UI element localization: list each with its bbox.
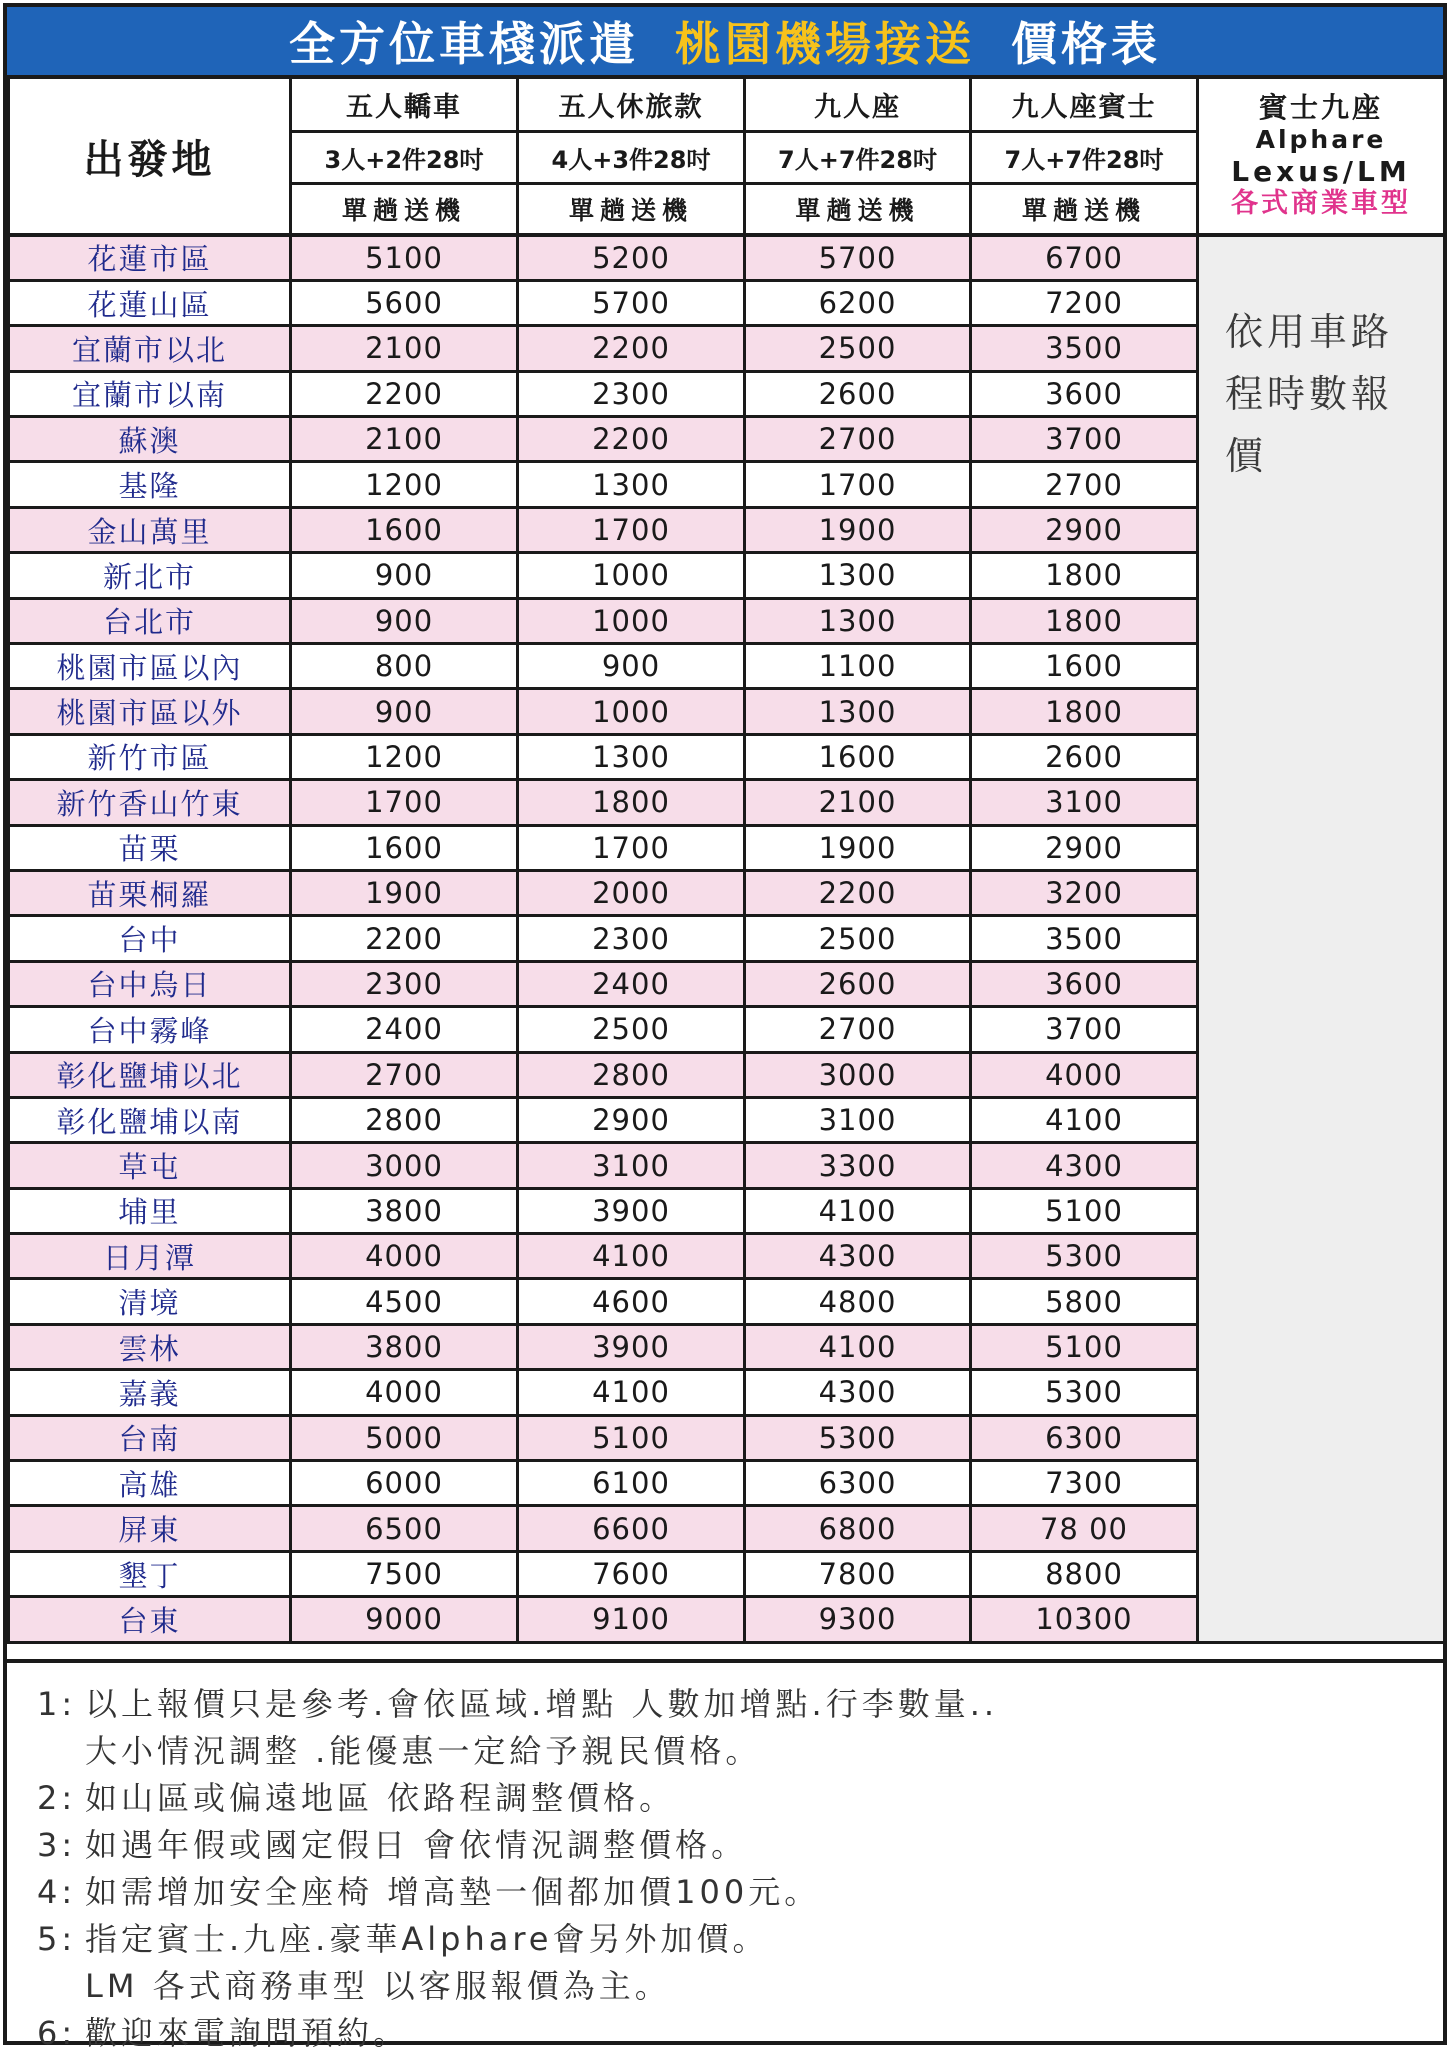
origin-cell: 苗栗 [9, 825, 291, 870]
note-line [37, 2010, 1443, 2057]
title-company: 全方位車棧派遣 [289, 17, 639, 71]
origin-cell: 苗栗桐羅 [9, 870, 291, 915]
vehicle-name-header: 九人座 [745, 79, 971, 131]
price-cell: 4000 [291, 1370, 518, 1415]
note-line [37, 1728, 1443, 1775]
origin-cell: 新北市 [9, 553, 291, 598]
price-cell: 4500 [291, 1279, 518, 1324]
price-cell: 1300 [518, 462, 745, 507]
origin-cell: 彰化鹽埔以南 [9, 1097, 291, 1142]
origin-header: 出發地 [9, 79, 291, 235]
notes-section [7, 1659, 1443, 2052]
origin-cell: 台中霧峰 [9, 1007, 291, 1052]
note-number: 3: [37, 1826, 77, 1864]
origin-cell: 宜蘭市以南 [9, 371, 291, 416]
price-cell: 6300 [971, 1415, 1198, 1460]
price-sheet [3, 3, 1447, 2052]
price-cell: 2700 [291, 1052, 518, 1097]
price-cell: 7500 [291, 1551, 518, 1596]
price-cell: 6500 [291, 1506, 518, 1551]
price-table-body [9, 235, 1445, 1642]
price-cell: 2400 [291, 1007, 518, 1052]
price-cell: 800 [291, 644, 518, 689]
title-pricelist: 價格表 [1011, 17, 1161, 71]
origin-cell: 桃園市區以內 [9, 644, 291, 689]
origin-cell: 基隆 [9, 462, 291, 507]
origin-cell: 草屯 [9, 1143, 291, 1188]
note-number: 5: [37, 1920, 77, 1958]
price-cell: 78 00 [971, 1506, 1198, 1551]
price-cell: 1700 [518, 507, 745, 552]
note-line [37, 1916, 1443, 1963]
price-cell: 5100 [971, 1324, 1198, 1369]
price-cell: 10300 [971, 1597, 1198, 1642]
price-cell: 5600 [291, 280, 518, 325]
price-cell: 1000 [518, 553, 745, 598]
price-cell: 1000 [518, 598, 745, 643]
price-cell: 3700 [971, 1007, 1198, 1052]
price-cell: 1700 [291, 780, 518, 825]
price-cell: 3100 [518, 1143, 745, 1188]
price-cell: 6700 [971, 235, 1198, 280]
price-cell: 4100 [745, 1324, 971, 1369]
origin-cell: 墾丁 [9, 1551, 291, 1596]
vehicle-capacity-header: 7人+7件28吋 [971, 131, 1198, 183]
price-cell: 2900 [518, 1097, 745, 1142]
origin-cell: 高雄 [9, 1461, 291, 1506]
price-cell: 6800 [745, 1506, 971, 1551]
price-cell: 2200 [518, 326, 745, 371]
vehicle-capacity-header: 4人+3件28吋 [518, 131, 745, 183]
price-cell: 2700 [745, 1007, 971, 1052]
title-bar [7, 7, 1443, 79]
price-cell: 9300 [745, 1597, 971, 1642]
price-cell: 3100 [971, 780, 1198, 825]
origin-cell: 台中 [9, 916, 291, 961]
price-cell: 2100 [745, 780, 971, 825]
special-vehicle-header [1198, 79, 1445, 235]
special-line-1: 賓士九座 [1258, 91, 1383, 125]
price-cell: 2300 [291, 961, 518, 1006]
price-cell: 6300 [745, 1461, 971, 1506]
price-cell: 1600 [971, 644, 1198, 689]
origin-cell: 日月潭 [9, 1234, 291, 1279]
price-table [7, 79, 1446, 1644]
price-cell: 4000 [291, 1234, 518, 1279]
price-cell: 1700 [745, 462, 971, 507]
price-cell: 5300 [971, 1234, 1198, 1279]
note-text: 如遇年假或國定假日 會依情況調整價格。 [85, 1826, 748, 1864]
price-cell: 2200 [291, 916, 518, 961]
price-cell: 1100 [745, 644, 971, 689]
price-cell: 3800 [291, 1188, 518, 1233]
origin-cell: 花蓮市區 [9, 235, 291, 280]
note-line [37, 1681, 1443, 1728]
price-cell: 9000 [291, 1597, 518, 1642]
vehicle-mode-header: 單趟送機 [971, 183, 1198, 235]
price-cell: 2200 [518, 417, 745, 462]
price-cell: 3100 [745, 1097, 971, 1142]
vehicle-mode-header: 單趟送機 [291, 183, 518, 235]
note-number: 6: [37, 2014, 77, 2052]
vehicle-mode-header: 單趟送機 [518, 183, 745, 235]
price-cell: 2700 [745, 417, 971, 462]
origin-cell: 台北市 [9, 598, 291, 643]
price-cell: 1900 [291, 870, 518, 915]
note-line [37, 1775, 1443, 1822]
price-cell: 3900 [518, 1324, 745, 1369]
price-cell: 3800 [291, 1324, 518, 1369]
price-cell: 1600 [745, 734, 971, 779]
price-cell: 2900 [971, 507, 1198, 552]
origin-cell: 嘉義 [9, 1370, 291, 1415]
price-cell: 3500 [971, 326, 1198, 371]
price-cell: 3500 [971, 916, 1198, 961]
price-cell: 3200 [971, 870, 1198, 915]
price-cell: 7800 [745, 1551, 971, 1596]
price-cell: 2000 [518, 870, 745, 915]
price-cell: 2700 [971, 462, 1198, 507]
vehicle-name-header: 九人座賓士 [971, 79, 1198, 131]
price-cell: 4800 [745, 1279, 971, 1324]
price-cell: 4000 [971, 1052, 1198, 1097]
special-line-2: Alphare [1255, 124, 1387, 154]
price-cell: 5100 [291, 235, 518, 280]
price-cell: 6600 [518, 1506, 745, 1551]
note-text: 以上報價只是參考.會依區域.增點 人數加增點.行李數量.. [85, 1685, 999, 1723]
price-cell: 1800 [518, 780, 745, 825]
table-row [9, 235, 1445, 280]
price-cell: 1700 [518, 825, 745, 870]
price-cell: 3600 [971, 371, 1198, 416]
note-line [37, 1869, 1443, 1916]
price-cell: 900 [291, 598, 518, 643]
price-cell: 1600 [291, 825, 518, 870]
price-cell: 1200 [291, 462, 518, 507]
price-cell: 2600 [971, 734, 1198, 779]
price-cell: 2300 [518, 371, 745, 416]
price-cell: 1300 [745, 689, 971, 734]
vehicle-capacity-header: 3人+2件28吋 [291, 131, 518, 183]
note-line [37, 1963, 1443, 2010]
origin-cell: 屏東 [9, 1506, 291, 1551]
origin-cell: 彰化鹽埔以北 [9, 1052, 291, 1097]
special-quote-cell [1198, 235, 1445, 1642]
price-cell: 900 [291, 689, 518, 734]
price-cell: 4300 [745, 1234, 971, 1279]
price-cell: 2300 [518, 916, 745, 961]
price-cell: 2800 [291, 1097, 518, 1142]
price-cell: 1800 [971, 598, 1198, 643]
price-cell: 4100 [518, 1234, 745, 1279]
price-cell: 4100 [745, 1188, 971, 1233]
price-cell: 9100 [518, 1597, 745, 1642]
price-cell: 2900 [971, 825, 1198, 870]
vehicle-name-header: 五人休旅款 [518, 79, 745, 131]
price-cell: 4100 [518, 1370, 745, 1415]
price-cell: 3600 [971, 961, 1198, 1006]
vehicle-capacity-header: 7人+7件28吋 [745, 131, 971, 183]
origin-cell: 埔里 [9, 1188, 291, 1233]
price-cell: 7300 [971, 1461, 1198, 1506]
note-text: LM 各式商務車型 以客服報價為主。 [85, 1967, 671, 2005]
origin-cell: 清境 [9, 1279, 291, 1324]
note-text: 大小情況調整 .能優惠一定給予親民價格。 [85, 1732, 762, 1770]
price-cell: 4300 [745, 1370, 971, 1415]
price-cell: 5200 [518, 235, 745, 280]
price-cell: 2400 [518, 961, 745, 1006]
price-cell: 2500 [518, 1007, 745, 1052]
origin-cell: 新竹市區 [9, 734, 291, 779]
price-cell: 1300 [745, 553, 971, 598]
price-cell: 3700 [971, 417, 1198, 462]
origin-cell: 新竹香山竹東 [9, 780, 291, 825]
special-line-4: 各式商業車型 [1231, 188, 1411, 220]
price-cell: 5100 [971, 1188, 1198, 1233]
price-cell: 5700 [518, 280, 745, 325]
note-line [37, 1822, 1443, 1869]
origin-cell: 台中烏日 [9, 961, 291, 1006]
price-cell: 5000 [291, 1415, 518, 1460]
price-cell: 5100 [518, 1415, 745, 1460]
origin-cell: 花蓮山區 [9, 280, 291, 325]
price-cell: 2500 [745, 326, 971, 371]
vehicle-mode-header: 單趟送機 [745, 183, 971, 235]
special-line-3: Lexus/LM [1231, 154, 1411, 188]
note-number: 2: [37, 1779, 77, 1817]
price-cell: 1000 [518, 689, 745, 734]
price-cell: 2600 [745, 371, 971, 416]
origin-cell: 雲林 [9, 1324, 291, 1369]
price-cell: 4300 [971, 1143, 1198, 1188]
origin-cell: 桃園市區以外 [9, 689, 291, 734]
price-cell: 900 [291, 553, 518, 598]
price-cell: 5700 [745, 235, 971, 280]
vehicle-name-header: 五人轎車 [291, 79, 518, 131]
note-text: 歡迎來電詢問預約。 [85, 2014, 410, 2052]
origin-cell: 蘇澳 [9, 417, 291, 462]
price-cell: 6100 [518, 1461, 745, 1506]
price-cell: 3900 [518, 1188, 745, 1233]
price-cell: 4600 [518, 1279, 745, 1324]
price-cell: 2200 [291, 371, 518, 416]
note-number: 1: [37, 1685, 77, 1723]
note-text: 指定賓士.九座.豪華Alphare會另外加價。 [85, 1920, 769, 1958]
price-cell: 7600 [518, 1551, 745, 1596]
price-cell: 1900 [745, 507, 971, 552]
note-text: 如需增加安全座椅 增高墊一個都加價100元。 [85, 1873, 821, 1911]
price-cell: 7200 [971, 280, 1198, 325]
price-cell: 4100 [971, 1097, 1198, 1142]
price-cell: 3000 [745, 1052, 971, 1097]
price-cell: 2100 [291, 417, 518, 462]
price-cell: 1300 [745, 598, 971, 643]
price-cell: 2100 [291, 326, 518, 371]
title-service: 桃園機場接送 [675, 17, 975, 71]
price-cell: 6000 [291, 1461, 518, 1506]
origin-cell: 台東 [9, 1597, 291, 1642]
special-quote-text: 依用車路程時數報價 [1225, 310, 1394, 478]
price-cell: 5300 [745, 1415, 971, 1460]
price-cell: 2600 [745, 961, 971, 1006]
price-cell: 8800 [971, 1551, 1198, 1596]
origin-cell: 台南 [9, 1415, 291, 1460]
price-cell: 900 [518, 644, 745, 689]
price-cell: 1900 [745, 825, 971, 870]
price-cell: 2800 [518, 1052, 745, 1097]
price-cell: 3300 [745, 1143, 971, 1188]
price-cell: 5800 [971, 1279, 1198, 1324]
price-cell: 1800 [971, 689, 1198, 734]
origin-cell: 宜蘭市以北 [9, 326, 291, 371]
price-cell: 1600 [291, 507, 518, 552]
note-text: 如山區或偏遠地區 依路程調整價格。 [85, 1779, 676, 1817]
price-cell: 2500 [745, 916, 971, 961]
price-cell: 3000 [291, 1143, 518, 1188]
price-cell: 1200 [291, 734, 518, 779]
price-cell: 6200 [745, 280, 971, 325]
price-cell: 5300 [971, 1370, 1198, 1415]
price-cell: 2200 [745, 870, 971, 915]
note-number: 4: [37, 1873, 77, 1911]
price-cell: 1300 [518, 734, 745, 779]
origin-cell: 金山萬里 [9, 507, 291, 552]
price-cell: 1800 [971, 553, 1198, 598]
